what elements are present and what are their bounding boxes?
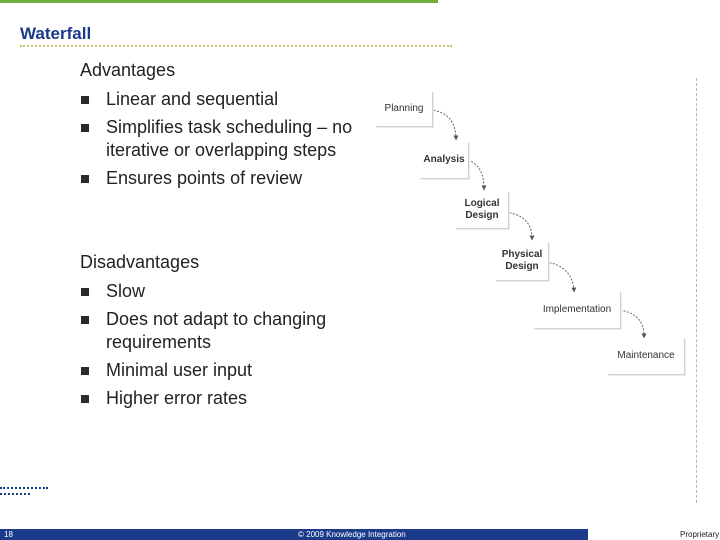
- footer-dotted-line: [0, 493, 30, 495]
- disadvantages-heading: Disadvantages: [80, 252, 200, 272]
- list-item: Does not adapt to changing requirements: [80, 308, 368, 354]
- flow-arrow: [430, 110, 456, 138]
- list-item: Minimal user input: [80, 359, 368, 382]
- list-item: Slow: [80, 280, 368, 303]
- flow-arrow: [506, 212, 532, 238]
- proprietary-label: Proprietary: [680, 530, 720, 539]
- stage-maintenance: Maintenance: [608, 338, 685, 375]
- flow-arrow: [468, 160, 484, 188]
- list-item: Linear and sequential: [80, 88, 368, 111]
- flow-arrow: [546, 262, 574, 290]
- list-item: Ensures points of review: [80, 167, 368, 190]
- stage-implementation: Implementation: [534, 292, 621, 329]
- advantages-heading: Advantages: [80, 60, 176, 80]
- stage-logical-design: Logical Design: [456, 192, 509, 229]
- stage-planning: Planning: [376, 92, 433, 127]
- stage-analysis: Analysis: [420, 142, 469, 179]
- footer-dotted-line: [0, 487, 48, 489]
- copyright-text: © 2009 Knowledge Integration: [298, 530, 406, 539]
- footer-bar: [0, 529, 588, 540]
- page-number: 18: [4, 530, 13, 539]
- list-item: Higher error rates: [80, 387, 368, 410]
- slide-title: Waterfall: [20, 24, 92, 43]
- flow-arrow: [620, 310, 644, 336]
- list-item: Simplifies task scheduling – no iterative or overlapping steps: [80, 116, 368, 162]
- stage-physical-design: Physical Design: [496, 242, 549, 281]
